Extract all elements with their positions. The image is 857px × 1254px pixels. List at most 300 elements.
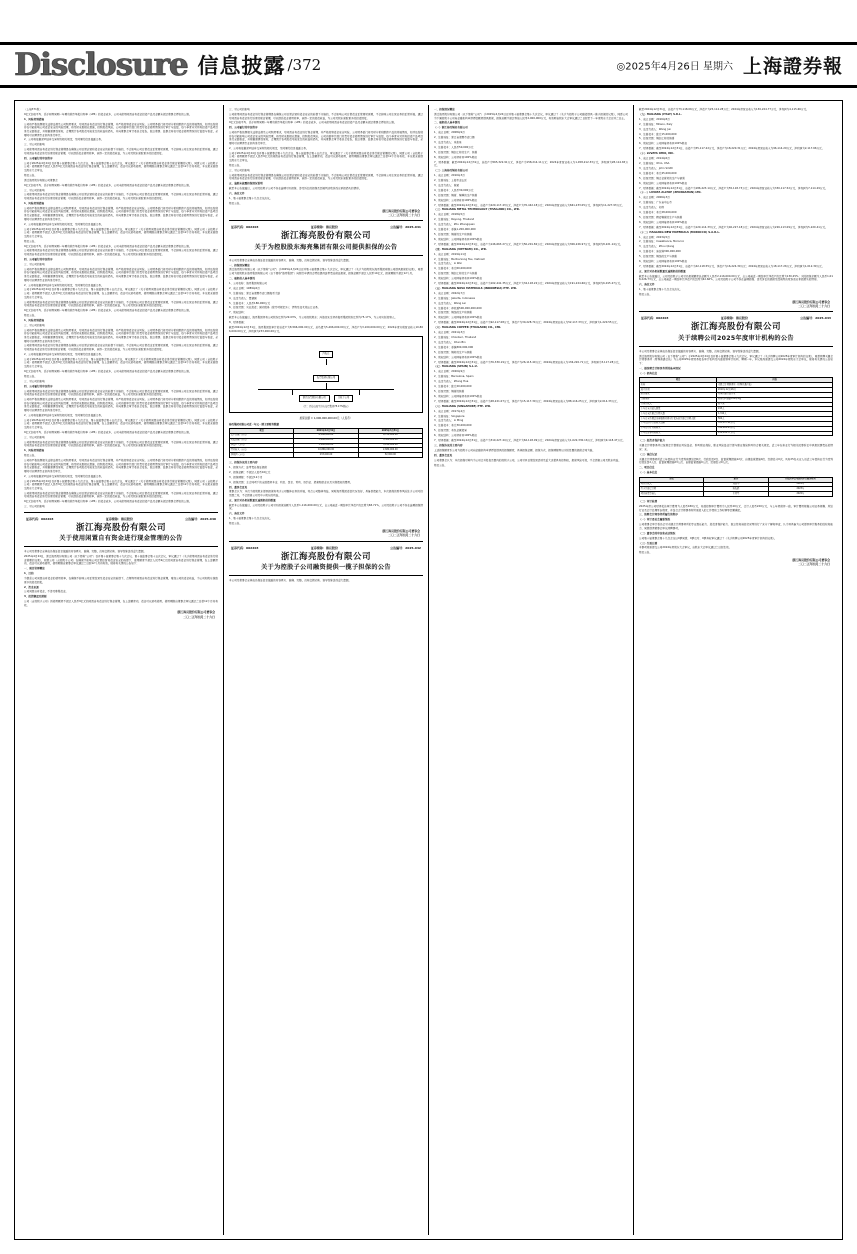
paragraph: 7、财务数据：截至2024年12月31日，总资产为220,117.43万元，净资产为70,442.18万元；2024年度营业收入为661,233.05万元，净利润为11,227.93万元。 [434, 203, 625, 207]
announcement-number: 公告编号：2025-041 [390, 225, 421, 230]
paragraph: 7、财务数据：截至2024年12月31日，总资产为48,221.07万元，净资产为15,117.30万元；2024年度营业收入为88,116.25万元，净利润为2,014.33万元。 [434, 399, 620, 403]
paragraph: 公司将严格按照相关法律法规及公司制度要求，对闲置自有资金进行现金管理，并严格控制资金安全风险。公司财务部门将及时分析和跟踪产品的进展情况，如评估发现存在可能影响公司资金安全的风险因素，将及时采取相应措施，控制投资风险。公司内部审计部门负责对资金使用情况进行审计与监督，每个季度末对所有投资产品项目进行全面检查，并根据谨慎性原则，合理预计各项投资可能发生的收益和损失，并向董事会审计委员会报告。独立董事、监事会有权对资金使用情况进行监督与检查，必要时可以聘请专业机构进行审计。 [24, 459, 218, 473]
paragraph: 特此公告。 [24, 454, 37, 458]
paragraph: （三）诚信记录 [639, 452, 658, 456]
paragraph: 1、成立日期：2017年4月 [434, 409, 465, 413]
paragraph: 4、注册资本：美元28,000,000 [639, 211, 677, 215]
divider [229, 575, 423, 576]
table-cell: 组织形式 [640, 392, 717, 397]
column-4 [633, 105, 838, 1235]
paragraph: 9亿元加权平均、高于同等同期一年期贷款市场报价利率（LPR）的资金成本，公司未使用闲置自有资金投资产品及金额未超过董事会授权的上限。 [24, 369, 192, 373]
paragraph: 2、注册地址：浙江省诸暨市店口镇 [434, 136, 475, 140]
paragraph: 1、成立日期：2018年5月 [434, 213, 465, 217]
table-header-cell: 2025年3月31日 [358, 429, 422, 434]
table-cell: 王亚军 [704, 492, 768, 497]
paragraph: 5、经营范围：铜加工材的销售 [639, 137, 675, 141]
paragraph: 本公司及董事会全体成员保证信息披露的内容真实、准确、完整，没有虚假记载、误导性陈述或重大遗漏。 [639, 349, 762, 353]
paragraph: 特此公告。 [24, 374, 37, 378]
paragraph: 四、公司履行的审议程序 [229, 126, 258, 130]
masthead-date: ◎2025年4月26日 星期六 [616, 61, 733, 73]
announcement-company-name: 浙江海亮股份有限公司 [280, 231, 371, 242]
table-cell: 2022年 [768, 492, 832, 497]
table-cell: 562人 [717, 417, 833, 422]
auditor-institution-table [639, 377, 833, 436]
table-cell: 项目质量复核人 [640, 492, 704, 497]
paragraph: 1、成立日期：2022年7月 [434, 291, 465, 295]
paragraph: 本事项尚需提交公司2024年度股东大会审议，自股东大会审议通过之日起生效。 [639, 546, 732, 550]
paragraph: 为提高公司闲置自有资金的使用效率，在确保不影响公司正常经营及资金安全的前提下，合理利用闲置自有资金进行现金管理，增加公司的资金收益，为公司和股东谋取更多的投资回报。 [24, 577, 218, 584]
paragraph: 4、注册资本：美元45,000,000 [639, 171, 677, 175]
paragraph: 2、注册地址：上海市金山区 [434, 179, 467, 182]
announcement-subject: 关于续聘公司2025年度审计机构的公告 [678, 335, 794, 343]
paragraph: 特此公告。 [229, 201, 242, 205]
paragraph: 3、法定代表人：John Smith [639, 166, 674, 170]
paragraph: 6、股权结构：公司间接持有其100%股权 [639, 220, 688, 224]
paragraph: 公司第十届董事会第十九次会议以9票同意、0票反对、0票弃权审议通过了《关于续聘公司2025年度审计机构的议案》。 [639, 536, 777, 540]
subsidiary-name: （四）HAILIANG (VIETNAM) CO., LTD. [434, 247, 487, 251]
paragraph: 2、公司将依据深圳证券交易所的相关规定，及时履行信息披露义务。 [24, 474, 104, 478]
announcement-subject: 关于为控股股东海亮集团有限公司提供担保的公告 [254, 243, 398, 251]
paragraph: 3、法定代表人：Li Wei [434, 262, 462, 266]
org-connector [359, 390, 360, 395]
paragraph: 1、成立日期：2023年5月 [639, 235, 670, 239]
paragraph: 7、股权结构： [229, 311, 247, 315]
security-abbr: 证券简称：海亮股份 [720, 316, 748, 321]
paragraph: 截至2024年12月31日，总资产为73,118.06万元，净资产为25,114.28万元；2024年度营业收入为130,224.77万元，净利润为4,115.66万元。 [639, 108, 809, 111]
org-chart-caption: （注：冯海良先生持有海亮集团75.17%股权） [302, 405, 350, 409]
paragraph: 4、注册资本：人民币30,000万元 [434, 188, 474, 192]
paragraph: 5、经营范围：铜材的生产与销售 [434, 350, 473, 354]
table-header-cell: 内容 [717, 378, 833, 383]
paragraph: （十二）HAILIANG NEW MATERIALS (MOROCCO) S.A.R.L. [639, 230, 721, 234]
table-cell: 上年度经审计的收入总额 [640, 421, 717, 426]
table-cell: 1,312人 [717, 412, 833, 417]
table-cell: 资产总额（万元） [230, 433, 294, 438]
paragraph: 特此公告。 [229, 164, 242, 167]
paragraph: 特此公告。 [434, 463, 447, 467]
paragraph: 2025年度公司财务报告审计费用为人民币180万元，内部控制审计费用为人民币40万元，合计人民币220万元，与上年度保持一致。审计费用根据公司业务规模、所处行业及会计处理复杂程度，并结合会计师事务所所需投入的工作量和工作时间等因素确定。 [639, 504, 833, 512]
org-connector [292, 390, 293, 395]
paragraph: 1、成立日期：2016年8月 [639, 117, 670, 121]
paragraph: 公司董事会审计委员会对天健会计师事务所的专业胜任能力、投资者保护能力、独立性和诚信状况等进行了充分了解和审查，认为其具备为公司提供审计服务的经验和能力，同意提请董事会审议续聘事项。 [639, 523, 833, 530]
paragraph: 浙江海亮股份有限公司（以下简称"公司"）于2025年4月24日召开第十届董事会第十九次会议，审议通过了《关于为控股子公司融资提供一揽子担保的议案》，同意公司为下属控股子公司向金融机构申请授信额度提供担保，担保总额不超过等值人民币2,000,000万元，有效期自股东大会审议通过之日起至下一年度股东大会召开之日止。 [434, 112, 628, 120]
masthead-paper-name: 上海證券報 [742, 55, 843, 78]
table-cell: 杭州市西溪路128号9楼 [717, 397, 833, 402]
paragraph: 特此公告。 [639, 293, 652, 297]
paragraph: 6、股权结构：公司间接持有其100%股权 [434, 237, 483, 241]
paragraph: 8、财务数据： [229, 321, 247, 325]
paragraph: 浙江海亮股份有限公司董事会 [24, 178, 58, 182]
paragraph: 3、法定代表人：Zhou Qiang [639, 245, 675, 249]
paragraph: 特此公告。 [24, 313, 37, 317]
paragraph: 4、注册资本：人民币50,000万元 [434, 145, 474, 149]
paragraph: 截至本公告披露日，海亮集团持有公司股份比例为29.03%，为公司控股股东；冯海良先生持有海亮集团股份比例为75.17%，为公司实际控制人。 [229, 316, 398, 320]
table-cell: 243人 [717, 407, 833, 412]
paragraph: 三、担保协议的主要内容 [434, 443, 463, 447]
paragraph: 1、第十届董事会第十九次会议决议。 [229, 517, 273, 521]
signature-date: 二〇二五年四月二十六日 [388, 212, 420, 217]
paragraph: 公司将严格按照相关法律法规及公司制度要求，对闲置自有资金进行现金管理，并严格控制资金安全风险。公司财务部门将及时分析和跟踪产品的进展情况，如评估发现存在可能影响公司资金安全的风险因素，将及时采取相应措施，控制投资风险。公司内部审计部门负责对资金使用情况进行审计与监督，每个季度末对所有投资产品项目进行全面检查，并根据谨慎性原则，合理预计各项投资可能发生的收益和损失，并向董事会审计委员会报告。独立董事、监事会有权对资金使用情况进行监督与检查，必要时可以聘请专业机构进行审计。 [24, 398, 218, 412]
paragraph: 3、法定代表人：Zhu Zhangquan [434, 223, 475, 227]
paragraph: （九）HAILIANG (ITALY) S.R.L. [639, 112, 682, 116]
paragraph: 公司董事会认为：本次担保对象均为公司合并报表范围内的控股子公司，公司对其日常经营活动及重大决策具有控制权，担保风险可控，不会损害公司及股东利益。 [434, 458, 621, 462]
paragraph: 2、注册地址：广东省中山市 [639, 201, 672, 205]
paragraph: 三、对公司的影响 [229, 168, 250, 172]
paragraph: 公司使用闲置自有资金进行现金管理是在确保公司日常运营和资金安全的前提下实施的，不会影响公司日常资金正常周转需要，不会影响公司主营业务的正常开展。通过对闲置自有资金进行适度的现金管理，可以提高资金使用效率，获得一定的投资收益，为公司及股东谋取更多的投资回报。 [24, 249, 218, 257]
paragraph: 公司使用闲置自有资金进行现金管理是在确保公司日常运营和资金安全的前提下实施的，不会影响公司日常资金正常周转需要，不会影响公司主营业务的正常开展。通过对闲置自有资金进行适度的现金管理，可以提高资金使用效率，获得一定的投资收益，为公司及股东谋取更多的投资回报。 [24, 300, 218, 308]
paragraph: 三、对公司的影响 [24, 379, 45, 383]
paragraph: 7、财务数据：截至2024年12月31日，总资产为186,223.14万元，净资产为55,118.73万元；2024年度营业收入为330,117.52万元，净利润为7,114.29万元。 [639, 186, 828, 190]
paragraph: 公司使用闲置自有资金进行现金管理是在确保公司日常运营和资金安全的前提下实施的，不会影响公司日常资金正常周转需要，不会影响公司主营业务的正常开展。通过对闲置自有资金进行适度的现金管理，可以提高资金使用效率，获得一定的投资收益，为公司及股东谋取更多的投资回报。 [24, 148, 218, 155]
table-cell: 2022年 [768, 482, 832, 487]
table-cell: 5,580,000.00 [358, 438, 422, 443]
table-row [640, 431, 833, 436]
announcement-signature [229, 529, 423, 538]
paragraph: 2、公司将依据深圳证券交易所的相关规定，及时履行信息披露义务。 [24, 222, 104, 226]
paragraph: 6、股权结构：公司间接持有其100%股权 [639, 142, 688, 146]
signature-company: 浙江海亮股份有限公司董事会 [177, 610, 215, 615]
paragraph: 2、注册地址：Jakarta, Indonesia [434, 296, 475, 300]
table-cell: 上年度证券业务收入 [640, 431, 717, 436]
paragraph: 公司于2025年4月24日召开第十届董事会第十九次会议、第十届监事会第十五次会议，审议通过了《关于使用闲置自有资金进行现金管理的议案》，同意公司（含控股子公司）使用额度不超过人民币9亿元的闲置自有资金进行现金管理，在上述额度内，资金可以滚动使用，使用期限自董事会审议通过之日起12个月内有效。本议案无需提交股东大会审议。 [24, 418, 218, 429]
paragraph: 四、公司履行的审议程序 [24, 156, 53, 160]
table-cell: 上年度审计业务收入 [640, 426, 717, 431]
table-cell: 132,114.77万元 [717, 431, 833, 436]
subsidiary-name: （三）HAILIANG METAL TECHNOLOGY (THAILAND) CO., LTD. [434, 208, 520, 212]
paragraph: 3、法定代表人：Li Ming [434, 419, 464, 423]
announcement-number: 公告编号：2025-042 [390, 545, 421, 550]
paragraph: 六、备查文件 [229, 192, 245, 196]
table-cell: 353,117.22万元 [717, 421, 833, 426]
paragraph: 3、法定代表人：Chen Bin [434, 340, 466, 344]
paragraph: 9亿元加权平均、高于同等同期一年期贷款市场报价利率（LPR）的资金成本，公司未使用闲置自有资金投资产品及金额未超过董事会授权的上限。 [24, 244, 192, 248]
announcement-cash-management [24, 517, 218, 619]
table-cell: 2,680,000.00 [358, 448, 422, 453]
security-code: 证券代码：002203 [641, 316, 669, 321]
paragraph: 1、目的 [24, 572, 34, 576]
paragraph: 2、公司将依据深圳证券交易所的相关规定，及时履行信息披露义务。 [24, 413, 104, 417]
table-cell: 注册地址 [640, 397, 717, 402]
table-cell: 成立日期 [640, 388, 717, 393]
table-cell: 负债总额（万元） [230, 438, 294, 443]
paragraph: 3、法定代表人：Zhang Hua [434, 380, 469, 384]
org-node-row [232, 395, 420, 402]
table-cell: 胡少先 [717, 402, 833, 407]
paragraph: 5、经营范围：铜加工材的生产、销售 [434, 150, 478, 154]
paragraph: （三）生效日期 [639, 541, 658, 545]
paragraph: 公司（含控股子公司）拟使用额度不超过人民币9亿元的闲置自有资金进行现金管理，在上述额度内，资金可以滚动使用。使用期限自董事会审议通过之日起12个月内有效。 [24, 600, 218, 607]
paragraph: 4、注册资本：欧元15,000,000 [639, 132, 677, 136]
paragraph: 3、注册地址：浙江省诸暨市店口镇海亮大道 [229, 291, 281, 295]
table-cell: 净资产（万元） [230, 443, 294, 448]
table-cell: 8,720,000.00 [358, 433, 422, 438]
paragraph: 2、公司将依据深圳证券交易所的相关规定，及时履行信息披露义务。 [229, 146, 309, 150]
paragraph: 截至本公告披露日，公司及控股子公司对外担保总额为人民币1,116,000.00万元，占公司最近一期经审计净资产的比例为68.71%。公司及控股子公司不存在逾期担保情况。 [229, 503, 423, 511]
paragraph: 公司于2025年4月24日召开第十届董事会第十九次会议、第十届监事会第十五次会议，审议通过了《关于使用闲置自有资金进行现金管理的议案》，同意公司（含控股子公司）使用额度不超过人民币9亿元的闲置自有资金进行现金管理，在上述额度内，资金可以滚动使用，使用期限自董事会审议通过之日起12个月内有效。本议案无需提交股东大会审议。 [24, 161, 218, 172]
table-cell: 净利润（万元） [230, 453, 294, 458]
paragraph: 2、注册地址：Singapore [434, 414, 465, 418]
org-node-parent: 海亮集团有限公司 [313, 375, 339, 382]
paragraph: 1、风险控制措施 [24, 449, 44, 453]
announcement-signature [229, 209, 423, 218]
table-header-cell: 职务 [704, 477, 768, 482]
signature-company: 浙江海亮股份有限公司董事会 [792, 299, 830, 304]
table-caption: 海亮集团有限公司近一年又一期主要财务数据 [229, 423, 280, 427]
table-cell: 周建华 [704, 482, 768, 487]
table-cell: 名称 [640, 383, 717, 388]
subsidiary-name: （二）上海海亮铜业有限公司 [434, 169, 468, 173]
paragraph: 公司使用闲置自有资金进行现金管理是在确保公司日常运营和资金安全的前提下实施的，不会影响公司日常资金正常周转需要，不会影响公司主营业务的正常开展。通过对闲置自有资金进行适度的现金管理，可以提高资金使用效率，获得一定的投资收益，为公司及股东谋取更多的投资回报。 [229, 112, 423, 120]
table-cell: 特殊普通合伙企业 [717, 392, 833, 397]
paragraph: 天健会计师事务所近三年因执业行为受到刑事处罚0次、行政处罚2次、监督管理措施12次、自律监管措施0次、纪律处分0次。共有25名从业人员近三年因执业行为受到行政处罚2人次、监督管理措施23人次、自律监管措施0人次、纪律处分0人次。 [639, 457, 833, 465]
paragraph: 4、注册资本：印尼盾500,000,000,000 [434, 306, 482, 310]
paragraph: 4、注册资本：美元60,000,000 [434, 267, 472, 271]
announcement-signature [24, 610, 218, 619]
divider [24, 546, 218, 547]
security-abbr: 证券简称：海亮股份 [310, 225, 338, 230]
paragraph: （一）机构信息 [639, 371, 658, 375]
paragraph: 截至本公告披露日，公司及控股子公司不存在逾期对外担保、涉及诉讼的担保及因被判决败诉而应承担损失的情形。 [229, 187, 362, 191]
subsidiary-name: （七）HAILIANG (SPAIN) S.L.U. [434, 365, 478, 369]
announcement-company-name: 浙江海亮股份有限公司 [690, 322, 781, 333]
paragraph: （二）投资者保护能力 [639, 439, 665, 443]
paragraph: 2、担保金额：不超过人民币10亿元 [229, 470, 271, 474]
paragraph: 5、经营范围：铜加工材的生产与销售 [434, 272, 478, 276]
paragraph: 四、董事会意见 [434, 453, 453, 457]
paragraph: 三、对公司的影响 [229, 108, 250, 111]
paragraph: 二、被担保人基本情况 [229, 276, 255, 280]
paragraph: 六、备查文件 [639, 283, 655, 287]
paragraph: 1、成立日期：2008年9月 [434, 131, 465, 135]
security-code: 证券代码：002203 [231, 225, 259, 230]
paragraph: 4、注册资本：欧元20,000,000 [434, 385, 472, 389]
divider [639, 346, 833, 347]
table-cell: 签字注册会计师 [640, 487, 704, 492]
paragraph: 7、财务数据：截至2024年12月31日，总资产为102,441.35万元，净资产为34,118.22万元；2024年度营业收入为191,224.66万元，净利润为6,015.27万元。 [434, 282, 623, 286]
paragraph: 三、担保协议的主要内容 [229, 460, 258, 464]
table-cell: 上年度末签署过证券服务业务审计报告的注册会计师人数 [640, 417, 717, 422]
signature-date: 二〇二五年四月二十六日 [798, 562, 830, 567]
paragraph: 公司于2025年4月24日召开第十届董事会第十九次会议、第十届监事会第十五次会议，审议通过了《关于使用闲置自有资金进行现金管理的议案》，同意公司（含控股子公司）使用额度不超过人民币9亿元的闲置自有资金进行现金管理，在上述额度内，资金可以滚动使用，使用期限自董事会审议通过之日起12个月内有效。本议案无需提交股东大会审议。 [24, 357, 218, 369]
divider [639, 311, 833, 312]
paragraph: （二）审计收费 [639, 500, 658, 503]
announcement-title [229, 552, 423, 572]
divider [229, 255, 423, 256]
paragraph: 7、财务数据：截至2024年12月31日，总资产为76,330.19万元，净资产为26,115.40万元；2024年度营业收入为136,220.71万元，净利润为3,117.28万元。 [434, 360, 622, 364]
paragraph: 3、法定代表人：Wang Jun [639, 127, 672, 131]
subsidiary-name: （五）HAILIANG NOVA MATERIALS (INDONESIA) PTE. LTD. [434, 286, 518, 290]
paragraph: 1、第十届董事会第十九次会议决议。 [639, 288, 683, 292]
table-row [640, 492, 833, 497]
paragraph: 2、注册地址：Chonburi, Thailand [434, 336, 477, 339]
paragraph: 6、股权结构：公司间接持有其100%股权 [639, 181, 688, 185]
paragraph: 5、经营范围：铜箔的生产和销售 [434, 311, 473, 315]
paragraph: 6、股权结构：公司间接持有其100%股权 [434, 316, 483, 320]
paragraph: 公司使用闲置自有资金进行现金管理是在确保公司日常运营和资金安全的前提下实施的，不会影响公司日常资金正常周转需要，不会影响公司主营业务的正常开展。通过对闲置自有资金进行适度的现金管理，可以提高资金使用效率，获得一定的投资收益，为公司及股东谋取更多的投资回报。 [24, 389, 218, 397]
paragraph: 本公司及董事会全体成员保证信息披露的内容真实、准确、完整，没有虚假记载、误导性陈述或重大遗漏。 [229, 258, 352, 262]
paragraph: 9亿元加权平均、高于同等同期一年期贷款市场报价利率（LPR）的资金成本，公司未使用闲置自有资金投资产品及金额未超过董事会授权的上限。 [229, 121, 397, 125]
announcement-number: 公告编号：2025-043 [800, 316, 831, 321]
table-cell: 上年度末合伙人数量 [640, 407, 717, 412]
paragraph: 1、成立日期：2021年3月 [434, 331, 465, 335]
org-node-controller: 冯海良 [319, 351, 334, 358]
announcement-guarantee-parent [229, 225, 423, 537]
paragraph: 1、风险控制措施 [24, 318, 44, 322]
page-frame [14, 100, 843, 1240]
paragraph: 浙江海亮股份有限公司（以下简称"公司"）于2025年4月24日召开第十届董事会第十九次会议，审议通过了《关于为控股股东海亮集团有限公司提供担保的议案》，同意公司为控股股东海亮集团有限公司（以下简称"海亮集团"）向银行申请综合授信提供连带责任保证担保，担保金额不超过人民币10亿元，担保期限不超过12个月。 [229, 268, 423, 276]
paragraph: 1、第十届董事会第十九次会议决议。 [229, 197, 273, 201]
paragraph: 6、股权结构：公司持有其100%股权 [434, 198, 477, 202]
paragraph: （十）LUVATA OHIO, INC. [639, 152, 675, 156]
paragraph: 1、成立日期：2010年3月 [434, 174, 465, 178]
paragraph: 公司使用闲置自有资金进行现金管理是在确保公司日常运营和资金安全的前提下实施的，不会影响公司日常资金正常周转需要，不会影响公司主营业务的正常开展。通过对闲置自有资金进行适度的现金管理，可以提高资金使用效率，获得一定的投资收益，为公司及股东谋取更多的投资回报。 [24, 344, 218, 352]
announcement-title [24, 523, 218, 543]
paragraph: 三、对公司的影响 [24, 505, 45, 509]
paragraph: 三、对公司的影响 [24, 435, 45, 439]
table-header-cell: 项目 [640, 378, 717, 383]
paragraph: 5、经营范围：铜合金管材的生产与销售 [639, 176, 685, 180]
paragraph: 1、担保方式：连带责任保证担保 [229, 465, 268, 469]
paragraph: 三、对公司的影响 [24, 323, 45, 327]
paragraph: 2、资金来源 [24, 585, 39, 589]
announcement-company-name: 浙江海亮股份有限公司 [75, 522, 166, 533]
paragraph: （十一）LUVATA ALLTOP (ZHONGSHAN) LTD. [639, 191, 702, 195]
paragraph: 5、经营范围：铜管、铜棒的生产销售 [434, 193, 478, 197]
announcement-subject: 关于使用闲置自有资金进行现金管理的公告 [59, 535, 183, 543]
paragraph: 公司将严格按照相关法律法规及公司制度要求，对闲置自有资金进行现金管理，并严格控制资金安全风险。公司财务部门将及时分析和跟踪产品的进展情况，如评估发现存在可能影响公司资金安全的风险因素，将及时采取相应措施，控制投资风险。公司内部审计部门负责对资金使用情况进行审计与监督，每个季度末对所有投资产品项目进行全面检查，并根据谨慎性原则，合理预计各项投资可能发生的收益和损失，并向董事会审计委员会报告。独立董事、监事会有权对资金使用情况进行监督与检查，必要时可以聘请专业机构进行审计。 [229, 131, 423, 146]
paragraph: 6、股权结构：公司持有其100%股权 [434, 434, 477, 438]
paragraph: 特此公告。 [24, 173, 37, 177]
table-header-cell: 2024年12月31日 [294, 429, 358, 434]
paragraph: 公司于2025年4月24日召开第十届董事会第十九次会议、第十届监事会第十五次会议，审议通过了《关于使用闲置自有资金进行现金管理的议案》，同意公司（含控股子公司）使用额度不超过人民币9亿元的闲置自有资金进行现金管理，在上述额度内，资金可以滚动使用，使用期限自董事会审议通过之日起12个月内有效。本议案无需提交股东大会审议。 [24, 227, 218, 238]
masthead-logo-disclosure: Disclosure [14, 47, 188, 83]
paragraph: 4、注册资本：美元30,000,000 [434, 424, 472, 428]
paragraph: 2、注册地址：Ba Ria-Vung Tau, Vietnam [434, 257, 486, 261]
paragraph: 2、注册地址：Barcelona, Spain [434, 375, 474, 379]
paragraph: 3、投资额度及期限 [24, 595, 47, 599]
paragraph: 4、注册资本：泰铢800,000,000 [434, 345, 474, 349]
table-cell: 8,566,000.00 [294, 433, 358, 438]
paragraph: 6、股权结构：公司间接持有其100%股权 [639, 260, 688, 264]
paragraph: 9亿元加权平均、高于同等同期一年期贷款市场报价利率（LPR）的资金成本，公司未使用闲置自有资金投资产品及金额未超过董事会授权的上限。 [24, 430, 192, 434]
financial-data-table [229, 428, 423, 458]
paragraph: 3、法定代表人：Wang Lei [434, 301, 466, 305]
paragraph: 三、对公司的影响 [24, 188, 45, 192]
table-row [230, 453, 423, 458]
announcement-subject: 关于为控股子公司融资提供一揽子担保的公告 [261, 564, 391, 572]
column-1 [19, 105, 223, 1235]
security-abbr: 证券简称：海亮股份 [105, 516, 133, 521]
paragraph: 一、拟续聘会计师事务所的基本情况 [639, 366, 681, 370]
paragraph: 7、财务数据：截至2024年12月31日，总资产为92,117.08万元，净资产为30,228.74万元；2024年度营业收入为52,117.33万元，净利润为1,220.55万元。 [434, 321, 620, 325]
paragraph: 公司使用闲置自有资金进行现金管理是在确保公司日常运营和资金安全的前提下实施的，不会影响公司日常资金正常周转需要，不会影响公司主营业务的正常开展。通过对闲置自有资金进行适度的现金管理，可以提高资金使用效率，获得一定的投资收益，为公司及股东谋取更多的投资回报。 [24, 440, 218, 448]
paragraph: 9亿元加权平均、高于同等同期一年期贷款市场报价利率（LPR）的资金成本，公司未使用闲置自有资金投资产品及金额未超过董事会授权的上限。 [24, 309, 192, 313]
paragraph: 1、公司名称：海亮集团有限公司 [229, 281, 268, 285]
paragraph: （一）审计委员会履职情况 [639, 518, 671, 522]
paragraph: 公司将严格按照相关法律法规及公司制度要求，对闲置自有资金进行现金管理，并严格控制资金安全风险。公司财务部门将及时分析和跟踪产品的进展情况，如评估发现存在可能影响公司资金安全的风险因素，将及时采取相应措施，控制投资风险。公司内部审计部门负责对资金使用情况进行审计与监督，每个季度末对所有投资产品项目进行全面检查，并根据谨慎性原则，合理预计各项投资可能发生的收益和损失，并向董事会审计委员会报告。独立董事、监事会有权对资金使用情况进行监督与检查，必要时可以聘请专业机构进行审计。 [24, 206, 218, 221]
signature-company: 浙江海亮股份有限公司董事会 [792, 557, 830, 562]
announcement-number: 公告编号：2025-040 [185, 516, 216, 521]
table-header-cell: 姓名 [640, 477, 704, 482]
masthead-title-cn: 信息披露 [197, 54, 286, 78]
paragraph: 公司闲置自有资金，不涉及募集资金。 [24, 590, 69, 594]
signature-company: 浙江海亮股份有限公司董事会 [382, 208, 420, 213]
column-container [19, 105, 838, 1235]
paragraph: 9亿元加权平均、高于同等同期一年期贷款市场报价利率（LPR）的资金成本，公司未使用闲置自有资金投资产品及金额未超过董事会授权的上限。 [24, 112, 192, 116]
paragraph: 5、经营范围：精密铜管的生产与销售 [639, 215, 683, 219]
paragraph: 截至本公告披露日，公司及控股子公司对外担保额度总金额为人民币2,116,000.00万元，占公司最近一期经审计净资产的比例为130.25%；实际担保余额为人民币1,018,226.73万元，占公司最近一期经审计净资产的比例为62.66%。公司及控股子公司不存在逾期担保、涉及诉讼的担保及因被判决败诉而应承担损失的情形。 [639, 274, 833, 282]
paragraph: （二）董事会的审议和表决情况 [639, 531, 676, 535]
paragraph: 1、成立日期：2014年6月 [639, 157, 670, 161]
paragraph: 特此公告。 [639, 551, 652, 555]
paragraph: 浙江海亮股份有限公司（以下简称"公司"）于2025年4月24日召开第十届董事会第十九次会议，审议通过了《关于续聘公司2025年度审计机构的议案》，同意续聘天健会计师事务所（特殊普通合伙）为公司2025年度财务报告审计机构及内部控制审计机构，聘期一年。本议案尚需提交公司2024年度股东大会审议。现将有关情况公告如下： [639, 354, 833, 365]
paragraph: 7、财务数据：截至2024年12月31日，总资产为146,663.27万元，净资产为50,201.82万元；2024年度营业收入为306,226.97万元，净利润为8,221.14万元。 [434, 242, 623, 246]
announcement-company-name: 浙江海亮股份有限公司 [280, 551, 371, 562]
paragraph: 4、注册资本：迪拉姆300,000,000 [639, 250, 681, 254]
divider [24, 512, 218, 513]
signature-date: 二〇二五年四月二十六日 [388, 533, 420, 538]
paragraph: 3、法定代表人：陈斌 [434, 183, 460, 187]
audit-project-team-table [639, 477, 833, 497]
paragraph: 董事会认为：本次为控股股东提供担保有利于公司整体业务的开展，符合公司整体利益，同时海亮集团资信状况良好，具备偿债能力，本次担保的财务风险处于公司可控范围之内，不会损害公司及中小股东的利益。 [229, 490, 423, 498]
paragraph: 7、财务数据：截至2024年12月31日，总资产为565,322.91万元，净资产为158,214.11万元；2024年度营业收入为1,458,212.33万元，净利润为28,114.65万元。 [434, 160, 628, 168]
paragraph: （一）基本信息 [639, 471, 658, 475]
paragraph: 公司使用闲置自有资金进行现金管理是在确保公司日常运营和资金安全的前提下实施的，不会影响公司日常资金正常周转需要，不会影响公司主营业务的正常开展。通过对闲置自有资金进行适度的现金管理，可以提高资金使用效率，获得一定的投资收益，为公司及股东谋取更多的投资回报。 [24, 193, 218, 201]
table-cell: 天健会计师事务所（特殊普通合伙） [717, 383, 833, 388]
paragraph: 2、注册地址：Rayong, Thailand [434, 218, 475, 222]
paragraph: 9亿元加权平均、高于同等同期一年期贷款市场报价利率（LPR）的资金成本，公司未使用闲置自有资金投资产品及金额未超过董事会授权的上限。 [24, 500, 192, 504]
table-cell: 52,000.00 [358, 453, 422, 458]
paragraph: 特此公告。 [24, 239, 37, 243]
signature-date: 二〇二五年四月二十六日 [798, 304, 830, 309]
paragraph: 公司将严格按照相关法律法规及公司制度要求，对闲置自有资金进行现金管理，并严格控制资金安全风险。公司财务部门将及时分析和跟踪产品的进展情况，如评估发现存在可能影响公司资金安全的风险因素，将及时采取相应措施，控制投资风险。公司内部审计部门负责对资金使用情况进行审计与监督，每个季度末对所有投资产品项目进行全面检查，并根据谨慎性原则，合理预计各项投资可能发生的收益和损失，并向董事会审计委员会报告。独立董事、监事会有权对资金使用情况进行监督与检查，必要时可以聘请专业机构进行审计。 [24, 328, 218, 343]
paragraph: 公司将严格按照相关法律法规及公司制度要求，对闲置自有资金进行现金管理，并严格控制资金安全风险。公司财务部门将及时分析和跟踪产品的进展情况，如评估发现存在可能影响公司资金安全的风险因素，将及时采取相应措施，控制投资风险。公司内部审计部门负责对资金使用情况进行审计与监督，每个季度末对所有投资产品项目进行全面检查，并根据谨慎性原则，合理预计各项投资可能发生的收益和损失，并向董事会审计委员会报告。独立董事、监事会有权对资金使用情况进行监督与检查，必要时可以聘请专业机构进行审计。 [24, 122, 218, 137]
paragraph: 公司于2025年4月24日召开第十届董事会第十九次会议、第十届监事会第十五次会议，审议通过了《关于使用闲置自有资金进行现金管理的议案》，同意公司（含控股子公司）使用额度不超过人民币9亿元的闲置自有资金进行现金管理，在上述额度内，资金可以滚动使用，使用期限自董事会审议通过之日起12个月内有效。本议案无需提交股东大会审议。 [24, 288, 218, 299]
column-2 [223, 105, 428, 1235]
table-cell: 2023年 [768, 487, 832, 492]
security-code: 证券代码：002203 [231, 545, 259, 550]
security-code: 证券代码：002203 [26, 516, 54, 521]
paragraph: 2、公司将依据深圳证券交易所的相关规定，及时履行信息披露义务。 [24, 138, 104, 142]
paragraph: （上接371版） [24, 108, 42, 111]
paragraph: 2、注册地址：Casablanca, Morocco [639, 240, 685, 244]
table-cell: 陈海峰 [704, 487, 768, 492]
org-node-other-subsidiary: 其他子公司 [334, 395, 354, 402]
table-cell: 营业收入（万元） [230, 448, 294, 453]
table-cell: 318,226.05万元 [717, 426, 833, 431]
org-connector [326, 359, 327, 365]
paragraph: 3、法定代表人：朱张泉 [434, 141, 462, 145]
announcement-title [229, 231, 423, 251]
paragraph: 5、经营范围：铜管的生产和销售 [434, 232, 473, 236]
paragraph: 1、风险控制措施 [24, 201, 44, 205]
paragraph: 2、注册地址：Milano, Italy [639, 122, 673, 126]
paragraph: 1、成立日期：2019年11月 [434, 252, 467, 256]
paragraph: 公司于2025年4月24日召开第十届董事会第十九次会议、第十届监事会第十五次会议，审议通过了《关于使用闲置自有资金进行现金管理的议案》，同意公司（含控股子公司）使用额度不超过人民币9亿元的闲置自有资金进行现金管理，在上述额度内，资金可以滚动使用，使用期限自董事会审议通过之日起12个月内有效。本议案无需提交股东大会审议。 [24, 479, 218, 490]
paragraph: 公司将严格按照相关法律法规及公司制度要求，对闲置自有资金进行现金管理，并严格控制资金安全风险。公司财务部门将及时分析和跟踪产品的进展情况，如评估发现存在可能影响公司资金安全的风险因素，将及时采取相应措施，控制投资风险。公司内部审计部门负责对资金使用情况进行审计与监督，每个季度末对所有投资产品项目进行全面检查，并根据谨慎性原则，合理预计各项投资可能发生的收益和损失，并向董事会审计委员会报告。独立董事、监事会有权对资金使用情况进行监督与检查，必要时可以聘请专业机构进行审计。 [24, 267, 218, 282]
paragraph: 5、注册资本：人民币180,000万元 [229, 301, 271, 305]
ownership-structure-chart [229, 336, 423, 413]
paragraph: 7、财务数据：截至2024年12月31日，总资产为55,117.22万元，净资产为18,220.31万元；2024年度营业收入为96,114.20万元，净利润为2,117.66万元。 [639, 147, 825, 151]
table-cell: 首席合伙人 [640, 402, 717, 407]
paragraph: 4、法定代表人：曹建国 [229, 296, 257, 300]
paragraph: 公司使用闲置自有资金进行现金管理是在确保公司日常运营和资金安全的前提下实施的，不会影响公司日常资金正常周转需要，不会影响公司主营业务的正常开展。通过对闲置自有资金进行适度的现金管理，可以提高资金使用效率，获得一定的投资收益，为公司及股东谋取更多的投资回报。 [24, 491, 218, 499]
paragraph: 五、累计对外担保数量及逾期担保的数量 [229, 498, 276, 502]
table-cell: 3,100,000.00 [294, 443, 358, 448]
paragraph: 6、经营范围：实业投资；国内贸易（除专项规定外）；货物及技术进出口业务。 [229, 306, 321, 310]
paragraph: 2、公司将依据深圳证券交易所的相关规定，及时履行信息披露义务。 [24, 283, 104, 287]
masthead-page-number: /372 [287, 56, 322, 74]
